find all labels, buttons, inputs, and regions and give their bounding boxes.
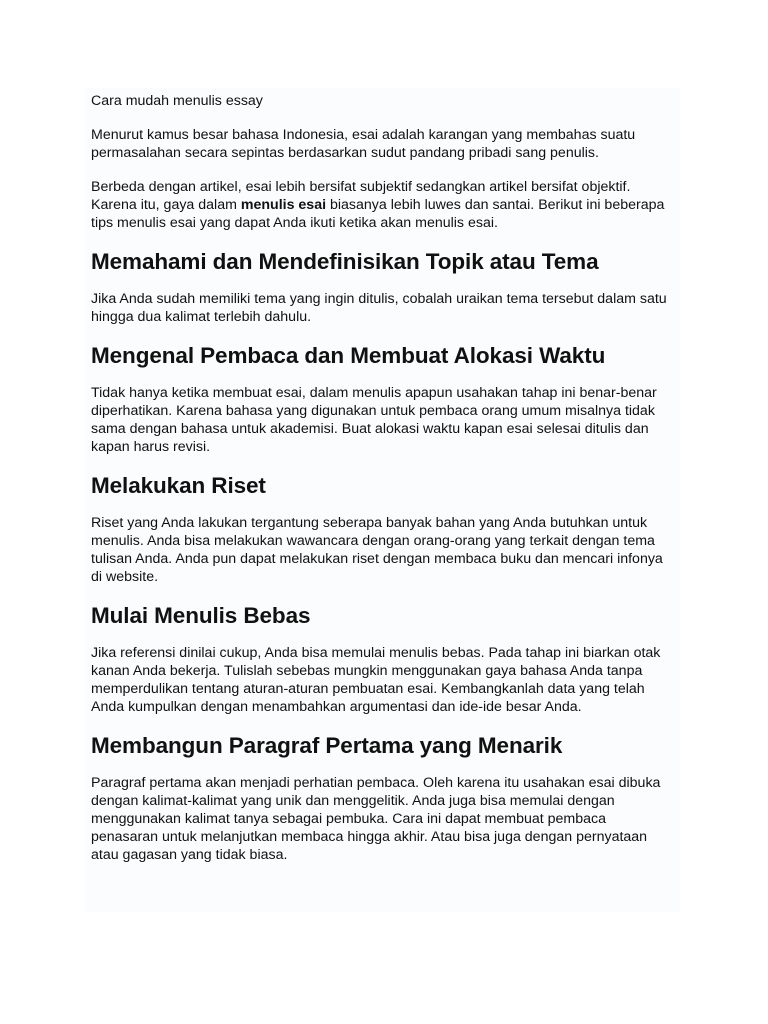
- section-heading-menulis-bebas: Mulai Menulis Bebas: [91, 603, 311, 628]
- section-body-paragraf-pertama: Paragraf pertama akan menjadi perhatian pembaca. Oleh karena itu usahakan esai dibuka dengan kalimat-kalimat yang unik dan menggelitik. Anda juga bisa memulai dengan menggunakan kalimat tanya sebagai pembuka. Cara ini dapat membuat pembaca penasaran untuk melanjutkan membaca hingga akhir. Atau bisa juga dengan pernyataan atau gagasan yang tidak biasa.: [91, 775, 661, 863]
- section-heading-riset: Melakukan Riset: [91, 473, 266, 498]
- section-heading-paragraf-pertama: Membangun Paragraf Pertama yang Menarik: [91, 733, 563, 758]
- intro-paragraph: Menurut kamus besar bahasa Indonesia, esai adalah karangan yang membahas suatu permasalahan secara sepintas berdasarkan sudut pandang pribadi sang penulis.: [91, 127, 636, 161]
- document-page: [86, 88, 680, 912]
- section-body-pembaca: Tidak hanya ketika membuat esai, dalam menulis apapun usahakan tahap ini benar-benar diperhatikan. Karena bahasa yang digunakan untuk pembaca orang umum misalnya tidak sama dengan bahasa untuk akademisi. Buat alokasi waktu kapan esai selesai ditulis dan kapan harus revisi.: [91, 385, 657, 455]
- section-heading-topik: Memahami dan Mendefinisikan Topik atau Tema: [91, 249, 599, 274]
- section-body-topik: Jika Anda sudah memiliki tema yang ingin ditulis, cobalah uraikan tema tersebut dalam satu hingga dua kalimat terlebih dahulu.: [91, 291, 667, 325]
- document-content: [91, 92, 675, 880]
- intro2-text-after: biasanya lebih luwes dan santai. Berikut ini beberapa tips menulis esai yang dapat Anda ikuti ketika akan menulis esai.: [91, 197, 665, 231]
- section-body-menulis-bebas: Jika referensi dinilai cukup, Anda bisa memulai menulis bebas. Pada tahap ini biarkan otak kanan Anda bekerja. Tulislah sebebas mungkin menggunakan gaya bahasa Anda tanpa memperdulikan tentang aturan-aturan pembuatan esai. Kembangkanlah data yang telah Anda kumpulkan dengan menambahkan argumentasi dan ide-ide besar Anda.: [91, 645, 661, 715]
- section-body-riset: Riset yang Anda lakukan tergantung seberapa banyak bahan yang Anda butuhkan untuk menulis. Anda bisa melakukan wawancara dengan orang-orang yang terkait dengan tema tulisan Anda. Anda pun dapat melakukan riset dengan membaca buku dan mencari infonya di website.: [91, 515, 663, 585]
- keyword-menulis-esai: menulis esai: [240, 197, 327, 213]
- intro-paragraph-2: [91, 178, 675, 232]
- intro2-text-before: Berbeda dengan artikel, esai lebih bersifat subjektif sedangkan artikel bersifat objektif. Karena itu, gaya dalam: [91, 179, 631, 213]
- document-title: Cara mudah menulis essay: [91, 93, 263, 109]
- section-heading-pembaca: Mengenal Pembaca dan Membuat Alokasi Waktu: [91, 343, 606, 368]
